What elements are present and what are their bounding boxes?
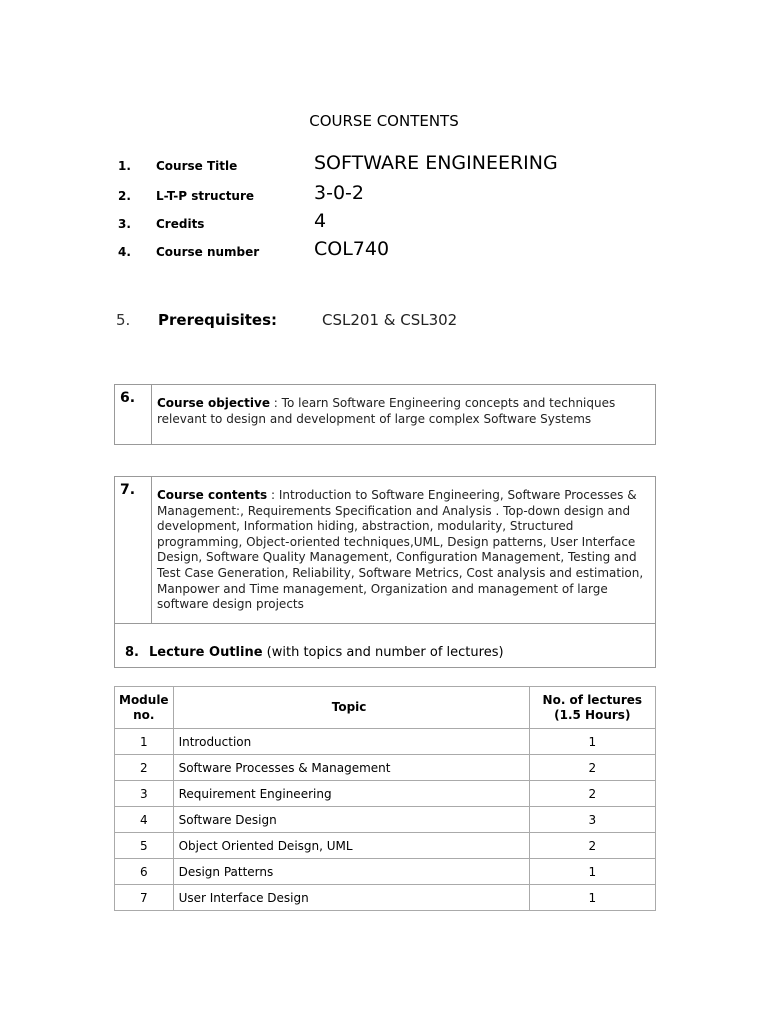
cell-module: 3 xyxy=(115,781,174,807)
cell-lectures: 1 xyxy=(529,729,655,755)
cell-lectures: 3 xyxy=(529,807,655,833)
info-label: Credits xyxy=(156,217,205,231)
header-module: Module no. xyxy=(115,687,174,729)
cell-topic: Introduction xyxy=(173,729,529,755)
lecture-outline-note: (with topics and number of lectures) xyxy=(262,645,504,660)
cell-lectures: 2 xyxy=(529,781,655,807)
cell-lectures: 2 xyxy=(529,833,655,859)
table-row xyxy=(115,859,656,885)
info-label: L-T-P structure xyxy=(156,189,255,203)
cell-module: 7 xyxy=(115,885,174,911)
table-header-row xyxy=(115,687,656,729)
cell-lectures: 1 xyxy=(529,885,655,911)
course-contents-label: Course contents xyxy=(157,488,268,502)
prerequisites-label: Prerequisites: xyxy=(158,311,278,329)
prerequisites-number: 5. xyxy=(116,311,131,329)
info-value: SOFTWARE ENGINEERING xyxy=(314,152,558,174)
cell-lectures: 2 xyxy=(529,755,655,781)
info-number: 2. xyxy=(118,189,131,203)
cell-module: 2 xyxy=(115,755,174,781)
section-number: 6. xyxy=(120,390,136,406)
cell-lectures: 1 xyxy=(529,859,655,885)
box-divider xyxy=(115,623,655,624)
course-contents-description: : Introduction to Software Engineering, Software Processes & Management:, Requirements Specification and Analysis . Top-down design and development, Information hiding, abstraction, modularity, Structured programming, Object-oriented techniques,UML, Design patterns, User Interface Design, Software Quality Management, Configuration Management, Testing and Test Case Generation, Reliability, Software Metrics, Cost analysis and estimation, Manpower and Time management, Organization and management of large software design projects xyxy=(157,488,644,612)
page-title: COURSE CONTENTS xyxy=(309,112,459,130)
info-value: 4 xyxy=(314,210,327,232)
info-value: COL740 xyxy=(314,238,390,260)
table-row xyxy=(115,729,656,755)
cell-topic: Design Patterns xyxy=(173,859,529,885)
lecture-outline-label: Lecture Outline xyxy=(148,645,263,660)
info-label: Course Title xyxy=(156,159,238,173)
section-number-cell xyxy=(115,385,152,444)
cell-topic: Object Oriented Deisgn, UML xyxy=(173,833,529,859)
course-objective-box xyxy=(114,384,656,445)
table-row xyxy=(115,781,656,807)
course-objective-description: : To learn Software Engineering concepts and techniques relevant to design and development of large complex Software Systems xyxy=(157,396,616,426)
cell-topic: Requirement Engineering xyxy=(173,781,529,807)
cell-module: 5 xyxy=(115,833,174,859)
info-number: 1. xyxy=(118,159,131,173)
cell-module: 1 xyxy=(115,729,174,755)
prerequisites-value: CSL201 & CSL302 xyxy=(322,311,458,329)
cell-topic: User Interface Design xyxy=(173,885,529,911)
info-label: Course number xyxy=(156,245,260,259)
lecture-outline-number: 8. xyxy=(125,645,139,660)
table-row xyxy=(115,833,656,859)
lecture-table xyxy=(114,686,656,911)
cell-topic: Software Design xyxy=(173,807,529,833)
course-objective-label: Course objective xyxy=(157,396,270,410)
cell-topic: Software Processes & Management xyxy=(173,755,529,781)
table-row xyxy=(115,885,656,911)
course-contents-box xyxy=(114,476,656,668)
section-number-cell xyxy=(115,477,152,623)
section-number: 7. xyxy=(120,482,136,498)
info-number: 4. xyxy=(118,245,131,259)
lecture-outline-heading xyxy=(125,645,504,660)
course-contents-text xyxy=(157,488,649,613)
cell-module: 4 xyxy=(115,807,174,833)
info-number: 3. xyxy=(118,217,131,231)
course-objective-text xyxy=(157,396,649,427)
table-row xyxy=(115,807,656,833)
info-value: 3-0-2 xyxy=(314,182,364,204)
header-lectures: No. of lectures (1.5 Hours) xyxy=(529,687,655,729)
table-row xyxy=(115,755,656,781)
header-topic: Topic xyxy=(173,687,529,729)
cell-module: 6 xyxy=(115,859,174,885)
